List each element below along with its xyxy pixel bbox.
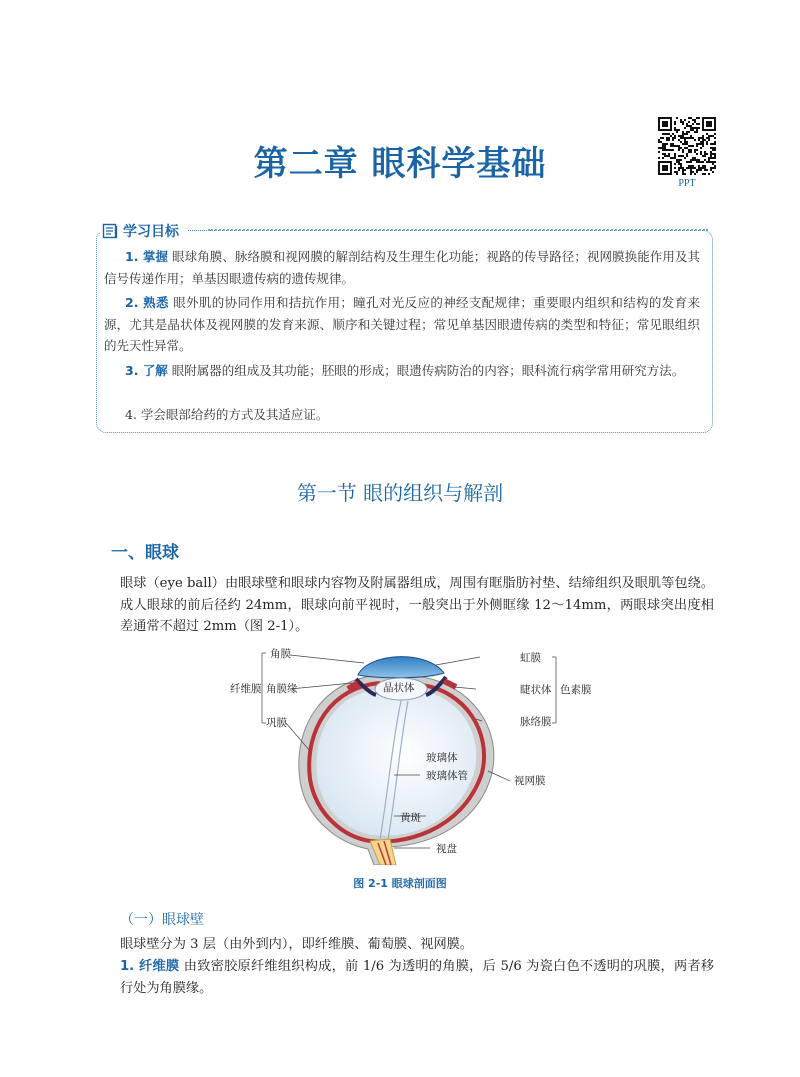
objective-text: 眼外肌的协同作用和拮抗作用；瞳孔对光反应的神经支配规律；重要眼内组织和结构的发育来源，尤其是晶状体及视网膜的发育来源、顺序和关键过程；常见单基因眼遗传病的类型和特征；常见眼组织的先天性异常。 bbox=[104, 295, 700, 353]
objectives-title: 学习目标 bbox=[123, 224, 179, 240]
objective-text: 4. 学会眼部给药的方式及其适应证。 bbox=[125, 407, 329, 422]
objective-keyword: 1. 掌握 bbox=[125, 249, 169, 264]
eyeball-paragraph bbox=[120, 573, 714, 638]
heading-eyeball-wall: （一）眼球壁 bbox=[120, 912, 204, 928]
objective-text: 眼附属器的组成及其功能；胚眼的形成；眼遗传病防治的内容；眼科流行病学常用研究方法。 bbox=[167, 363, 685, 378]
qr-label: PPT bbox=[678, 178, 696, 189]
objective-keyword: 2. 熟悉 bbox=[125, 295, 169, 310]
label-retina: 视网膜 bbox=[514, 775, 546, 787]
label-iris: 虹膜 bbox=[520, 652, 541, 664]
label-vitreous-canal: 玻璃体管 bbox=[426, 770, 468, 782]
objective-item bbox=[104, 404, 700, 426]
label-lens: 晶状体 bbox=[383, 682, 415, 694]
label-sclera: 巩膜 bbox=[266, 717, 287, 729]
eyeball-paragraph-text: 眼球（eye ball）由眼球壁和眼球内容物及附属器组成，周围有眶脂肪衬垫、结缔组织及眼肌等包绕。成人眼球的前后径约 24mm，眼球向前平视时，一般突出于外侧眶缘 12～14mm，两眼球突出度相差通常不超过 2mm（图 2-1）。 bbox=[120, 576, 714, 634]
book-icon bbox=[102, 223, 118, 239]
chapter-title: 第二章 眼科学基础 bbox=[253, 144, 547, 184]
eyeball-diagram bbox=[230, 643, 600, 865]
label-limbus: 角膜缘 bbox=[266, 683, 298, 695]
objective-item bbox=[104, 360, 700, 382]
fibrous-text: 由致密胶原纤维组织构成，前 1/6 为透明的角膜，后 5/6 为瓷白色不透明的巩膜，两者移行处为角膜缘。 bbox=[120, 959, 715, 996]
label-choroid: 脉络膜 bbox=[520, 716, 552, 728]
label-macula: 黄斑 bbox=[400, 812, 421, 824]
objectives-header-divider bbox=[208, 229, 708, 231]
objective-keyword: 3. 了解 bbox=[125, 363, 168, 378]
label-cornea: 角膜 bbox=[270, 648, 291, 660]
objective-text: 眼球角膜、脉络膜和视网膜的解剖结构及生理生化功能；视路的传导路径；视网膜换能作用及其信号传递作用；单基因眼遗传病的遗传规律。 bbox=[104, 249, 700, 286]
figure-caption: 图 2-1 眼球剖面图 bbox=[353, 877, 447, 890]
qr-code-icon[interactable] bbox=[658, 117, 716, 175]
objective-item bbox=[104, 292, 700, 357]
section-title: 第一节 眼的组织与解剖 bbox=[296, 481, 504, 505]
objective-item bbox=[104, 246, 700, 289]
heading-eyeball: 一、眼球 bbox=[111, 543, 179, 563]
fibrous-keyword: 1. 纤维膜 bbox=[120, 959, 180, 974]
eyeball-wall-intro: 眼球壁分为 3 层（由外到内），即纤维膜、葡萄膜、视网膜。 bbox=[120, 937, 474, 952]
label-ciliary: 睫状体 bbox=[520, 684, 552, 696]
label-uvea: 色素膜 bbox=[560, 684, 592, 696]
objectives-header bbox=[100, 221, 187, 241]
label-fibrous: 纤维膜 bbox=[230, 683, 262, 695]
label-disc: 视盘 bbox=[436, 843, 457, 855]
fibrous-paragraph bbox=[120, 956, 714, 999]
label-vitreous: 玻璃体 bbox=[426, 752, 458, 764]
